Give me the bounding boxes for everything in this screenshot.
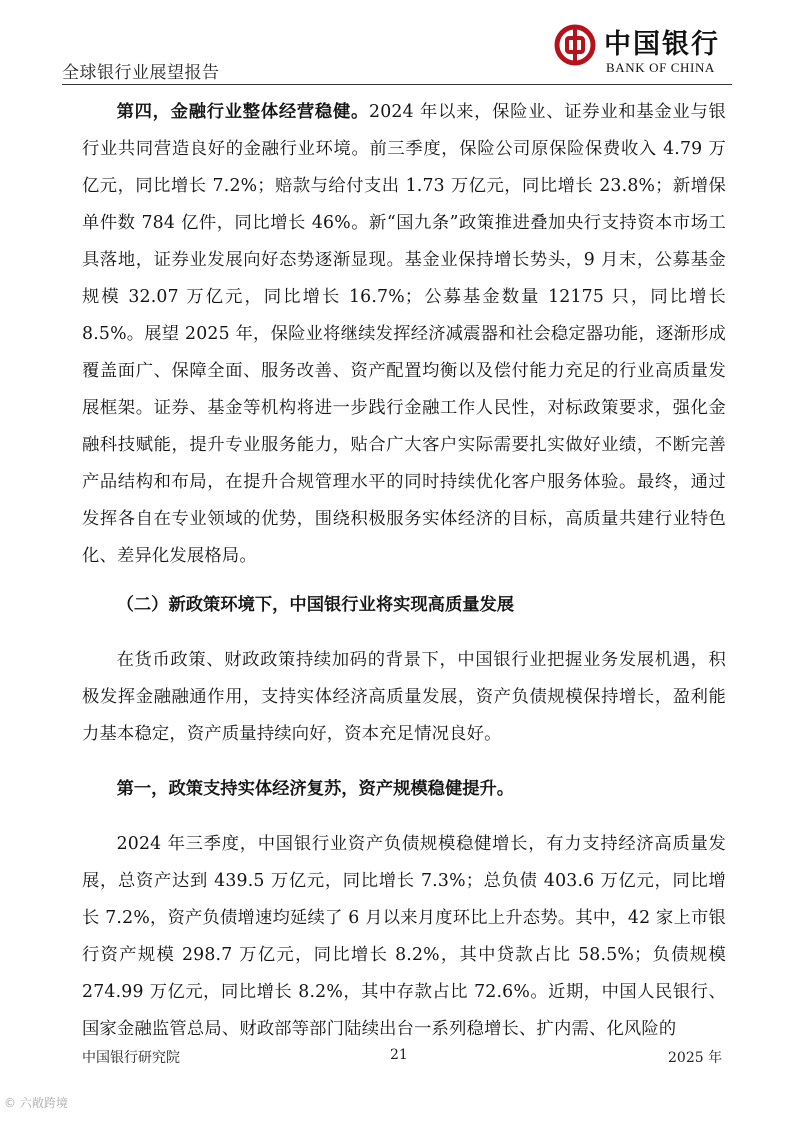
section-heading: （二）新政策环境下，中国银行业将实现高质量发展 bbox=[116, 595, 515, 615]
logo-english-name: BANK OF CHINA bbox=[606, 60, 715, 75]
watermark: © 六敞跨境 bbox=[4, 1096, 68, 1110]
document-body bbox=[82, 94, 726, 1048]
paragraph-asset-scale: 2024 年三季度，中国银行业资产负债规模稳健增长，有力支持经济高质量发展，总资产达到 439.5 万亿元，同比增长 7.3%；总负债 403.6 万亿元，同比增长 7.2%，资产负债增速均延续了 6 月以来月度环比上升态势。其中，42 家上市银行资产规模 298.7 万亿元，同比增长 8.2%，其中贷款占比 58.5%；负债规模 274.99 万亿元，同比增长 8.2%，其中存款占比 72.6%。近期，中国人民银行、国家金融监管总局、财政部等部门陆续出台一系列稳增长、扩内需、化风险的 bbox=[82, 834, 726, 1039]
footer-organization: 中国银行研究院 bbox=[82, 1050, 180, 1066]
paragraph-banking-policy: 在货币政策、财政政策持续加码的背景下，中国银行业把握业务发展机遇，积极发挥金融融通作用，支持实体经济高质量发展，资产负债规模保持增长，盈利能力基本稳定，资产质量持续向好，资本充足情况良好。 bbox=[82, 650, 726, 744]
logo-chinese-name: 中国银行 bbox=[604, 29, 720, 60]
paragraph-text: 2024 年以来，保险业、证券业和基金业与银行业共同营造良好的金融行业环境。前三季度，保险公司原保险保费收入 4.79 万亿元，同比增长 7.2%；赔款与给付支出 1.73 万亿元，同比增长 23.8%；新增保单件数 784 亿件，同比增长 46%。新“国九条”政策推进叠加央行支持资本市场工具落地，证券业发展向好态势逐渐显现。基金业保持增长势头，9 月末，公募基金规模 32.07 万亿元，同比增长 16.7%；公募基金数量 12175 只，同比增长 8.5%。展望 2025 年，保险业将继续发挥经济减震器和社会稳定器功能，逐渐形成覆盖面广、保障全面、服务改善、资产配置均衡以及偿付能力充足的行业高质量发展框架。证券、基金等机构将进一步践行金融工作人民性，对标政策要求，强化金融科技赋能，提升专业服务能力，贴合广大客户实际需要扎实做好业绩，不断完善产品结构和布局，在提升合规管理水平的同时持续优化客户服务体验。最终，通过发挥各自在专业领域的优势，围绕积极服务实体经济的目标，高质量共建行业特色化、差异化发展格局。 bbox=[82, 102, 726, 566]
header-divider bbox=[62, 84, 732, 85]
page-number: 21 bbox=[390, 1047, 408, 1063]
sub-heading: 第一，政策支持实体经济复苏，资产规模稳健提升。 bbox=[116, 779, 515, 799]
paragraph-lead-heading: 第四，金融行业整体经营稳健。 bbox=[116, 102, 370, 122]
bank-logo bbox=[554, 22, 720, 84]
paragraph-financial-industry bbox=[82, 94, 726, 575]
bank-of-china-emblem-icon bbox=[554, 24, 596, 66]
footer-year: 2025 年 bbox=[668, 1050, 723, 1066]
report-title: 全球银行业展望报告 bbox=[62, 63, 220, 83]
